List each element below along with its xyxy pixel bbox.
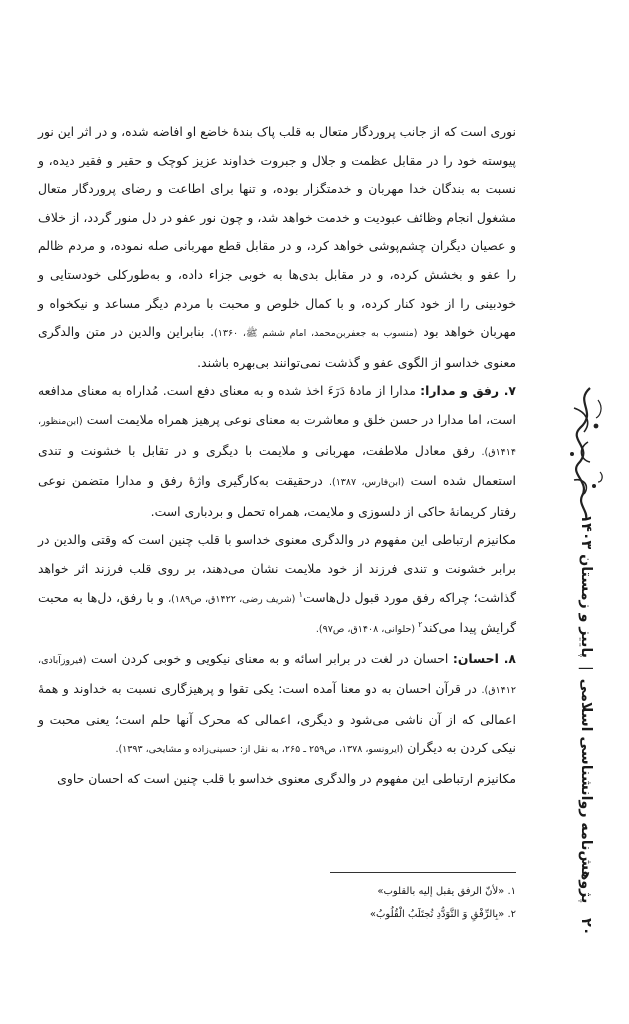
citation: (شریف رضی، ۱۴۲۲ق، ص۱۸۹)، <box>168 593 299 605</box>
paragraph-text: . بنابراین والدین در متن والدگری معنوی خداسو از الگوی عفو و گذشت نمی‌توانند بی‌بهره باشند. <box>38 324 516 370</box>
footnotes <box>38 880 516 926</box>
footnote-2: ۲. «بِالرِّفْقِ وَ التَّوَدُّدِ تُجتَلَبُ الْقُلُوبُ» <box>369 909 516 920</box>
section-heading: ۷. رفق و مدارا: <box>420 383 516 399</box>
journal-issue: پاییز و زمستان ۱۴۰۳ <box>578 514 594 658</box>
journal-logo <box>560 382 612 522</box>
section-7 <box>38 377 516 526</box>
running-header-text <box>578 515 594 936</box>
citation: (ابن‌منظور، ۱۴۱۴ق). <box>38 415 516 458</box>
citation: (ابن‌فارس، ۱۳۸۷). <box>328 477 405 489</box>
footnote-divider <box>330 872 516 873</box>
footnote-marker: ۲ <box>418 619 423 629</box>
paragraph-text: احسان در لغت در برابر اسائه و به معنای نیکویی و خوبی کردن است <box>86 650 453 666</box>
paragraph-7b <box>38 526 516 644</box>
footnote-1: ۱. «لأنّ الرفق يقبل إليه بالقلوب» <box>377 886 516 897</box>
paragraph-text: رفق معادل ملاطفت، مهربانی و ملایمت با دیگری و در تقابل با خشونت و تندی استعمال شده است <box>38 442 516 489</box>
header-separator: | <box>578 666 594 671</box>
section-8 <box>38 645 516 765</box>
citation: (ایرونسو، ۱۳۷۸، ص۲۵۹ ـ ۲۶۵، به نقل از: حسینی‌زاده و مشایخی، ۱۳۹۳). <box>115 744 404 756</box>
running-header <box>560 514 612 936</box>
paragraph-text: مکانیزم ارتباطی این مفهوم در والدگری معنوی خداسو با قلب چنین است که وقتی والدین در برابر خشونت و تندی فرزند از خود ملایمت نشان می‌دهند، بر روی قلب فرزند اثر خواهد گذاشت؛ چراکه رفق مورد قبول دل‌هاست <box>38 532 516 605</box>
journal-title: پژوهش‌نامه روانشناسی اسلامی <box>578 678 594 904</box>
citation: (فیروزآبادی، ۱۴۱۲ق). <box>38 654 516 697</box>
paragraph-text: و با رفق، دل‌ها به محبت گرایش پیدا می‌کند <box>38 589 516 636</box>
paragraph-text: نوری است که از جانب پروردگار متعال به قلب پاک بندهٔ خاضع او افاضه شده، و در اثر این نور پیوسته خود را در مقابل عظمت و جلال و جبروت خداوند عزیز کوچک و حقیر و فقیر دیده، و نسبت به بندگان خدا مهربان و خدمتگزار بوده، و تنها برای اطاعت و رضای پروردگار متعال مشغول انجام وظائف عبودیت و خدمت خواهد شد، و چون نور عفو در دل منور گردد، از خلاف و عصیان دیگران چشم‌پوشی خواهد کرد، و در مقابل قطع مهربانی صله نموده، و مردم ظالم را عفو و بخشش کرده، و در مقابل بدی‌ها به خوبی جزاء داده، و به‌طورکلی خودستایی و خودبینی را از خود کنار کرده، و با کمال خلوص و محبت با مردم دیگر مساعد و نیکخواه و مهربان خواهد بود <box>38 124 516 340</box>
main-text <box>38 118 516 794</box>
citation: (حلوانی، ۱۴۰۸ق، ص۹۷). <box>315 624 419 636</box>
paragraph-text: درحقیقت به‌کارگیری واژهٔ رفق و مدارا متضمن نوعی رفتار کریمانهٔ حاکی از دلسوزی و ملایمت، همراه تحمل و بردباری است. <box>38 473 516 519</box>
section-heading: ۸. احسان: <box>452 650 516 666</box>
paragraph-text: در قرآن احسان به دو معنا آمده است: یکی تقوا و پرهیزگاری نسبت به خداوند و همهٔ اعمالی که از آن ناشی می‌شود و دیگری، اعمالی که محرک آنها حلم است؛ یعنی محبت و نیکی کردن به دیگران <box>38 681 516 756</box>
paragraph-text: مدارا از مادهٔ دَرَءَ اخذ شده و به معنای دفع است. مُداراه به معنای مدافعه است، اما مدارا در حسن خلق و معاشرت به معنای نوعی پرهیز همراه ملایمت است <box>38 383 516 427</box>
paragraph-8b: مکانیزم ارتباطی این مفهوم در والدگری معنوی خداسو با قلب چنین است که احسان حاوی <box>57 771 516 787</box>
footnote-marker: ۱ <box>298 589 303 599</box>
page-number: ۲۰ <box>578 918 594 936</box>
citation: (منسوب به جعفربن‌محمد، امام ششم ﷺ، ۱۳۶۰) <box>214 328 418 340</box>
paragraph-1 <box>38 118 516 377</box>
